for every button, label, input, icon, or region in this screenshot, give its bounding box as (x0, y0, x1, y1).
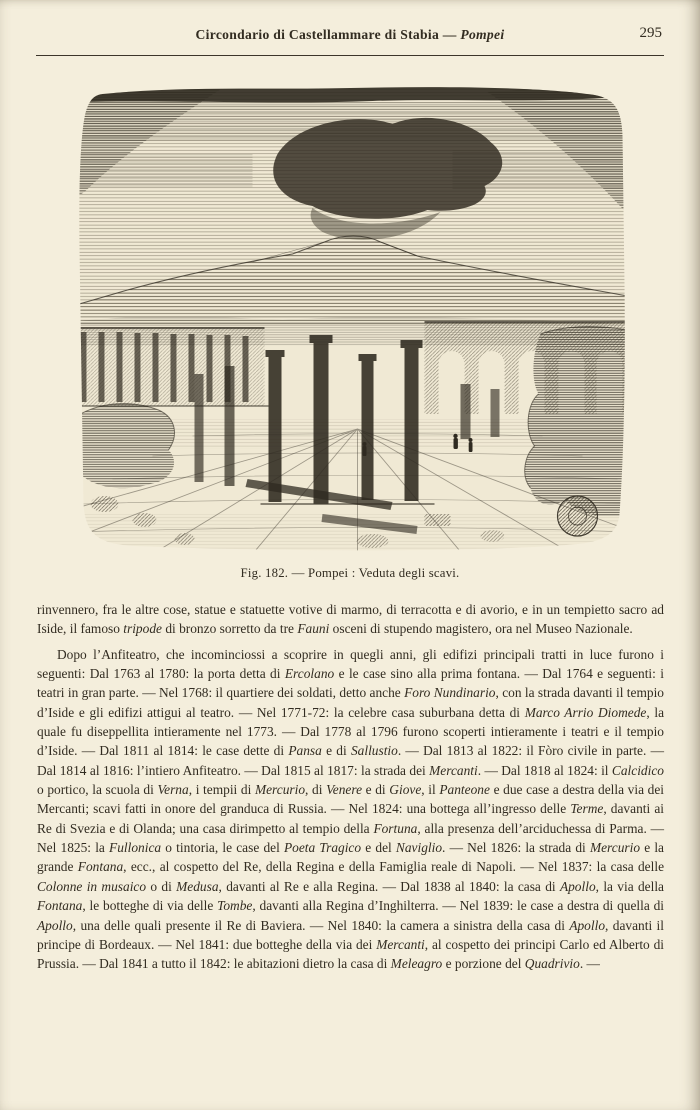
running-title: Circondario di Castellammare di Stabia — Pompei (195, 27, 505, 42)
paragraph-2: Dopo l’Anfiteatro, che incominciossi a scoprire in quegli anni, gli edifizi principali tratti in luce furono i seguenti: Dal 1763 al 1780: la porta detta di Ercolano e le case sino alla prima fontana. — Dal 1764 e seguenti: i teatri in gran parte. — Nel 1768: il quartiere dei soldati, detto anche Foro Nundinario, con la strada davanti il tempio d’Iside e gli edifizi attigui al teatro. — Nel 1771-72: la celebre casa suburbana detta di Marco Arrio Diomede, la quale fu diseppellita intieramente nel 1773. — Dal 1778 al 1796 furono scoperti intieramente i teatri e il tempio d’Iside. — Dal 1811 al 1814: le case dette di Pansa e di Sallustio. — Dal 1813 al 1822: il Fòro civile in parte. — Dal 1814 al 1816: l’intiero Anfiteatro. — Dal 1815 al 1817: la strada dei Mercanti. — Dal 1818 al 1824: il Calcidico o portico, la scuola di Verna, i tempii di Mercurio, di Venere e di Giove, il Panteone e due case a destra della via dei Mercanti; scavi fatti in onore del granduca di Russia. — Nel 1824: una bottega all’ingresso delle Terme, davanti ai Re di Svezia e di Olanda; una casa dirimpetto al tempio della Fortuna, alla presenza dell’arciduchessa di Parma. — Nel 1825: la Fullonica o tintoria, le case del Poeta Tragico e del Naviglio. — Nel 1826: la strada di Mercurio e la grande Fontana, ecc., al cospetto del Re, della Regina e della Famiglia reale di Napoli. — Nel 1837: la casa delle Colonne in musaico o di Medusa, davanti al Re e alla Regina. — Dal 1838 al 1840: la casa di Apollo, la via della Fontana, le botteghe di via delle Tombe, davanti alla Regina d’Inghilterra. — Nel 1839: le case a destra di quella di Apollo, una delle quali presente il Re di Baviera. — Nel 1840: la camera a sinistra della casa di Apollo, davanti il principe di Bordeaux. — Nel 1841: due botteghe della via dei Mercanti, al cospetto dei principi Carlo ed Alberto di Prussia. — Dal 1841 a tutto il 1842: le abitazioni dietro la casa di Meleagro e porzione del Quadrivio. — (37, 646, 665, 972)
storm-cloud (273, 118, 502, 219)
paragraph-1: rinvennero, fra le altre cose, statue e statuette votive di marmo, di terracotta e di avorio, e in un tempietto sacro ad Iside, il famoso tripode di bronzo sorretto da tre Fauni osceni di stupendo magistero, ora nel Museo Nazionale. (37, 602, 664, 637)
figure-caption: Fig. 182. — Pompei : Veduta degli scavi. (240, 566, 460, 580)
body-text (37, 600, 664, 980)
page-header (36, 27, 664, 47)
header-rule (36, 55, 664, 56)
page-number: 295 (639, 25, 662, 41)
figure-pompeii-engraving (72, 84, 628, 581)
pompeii-excavations-engraving (72, 84, 628, 554)
left-colonnade (73, 328, 269, 406)
